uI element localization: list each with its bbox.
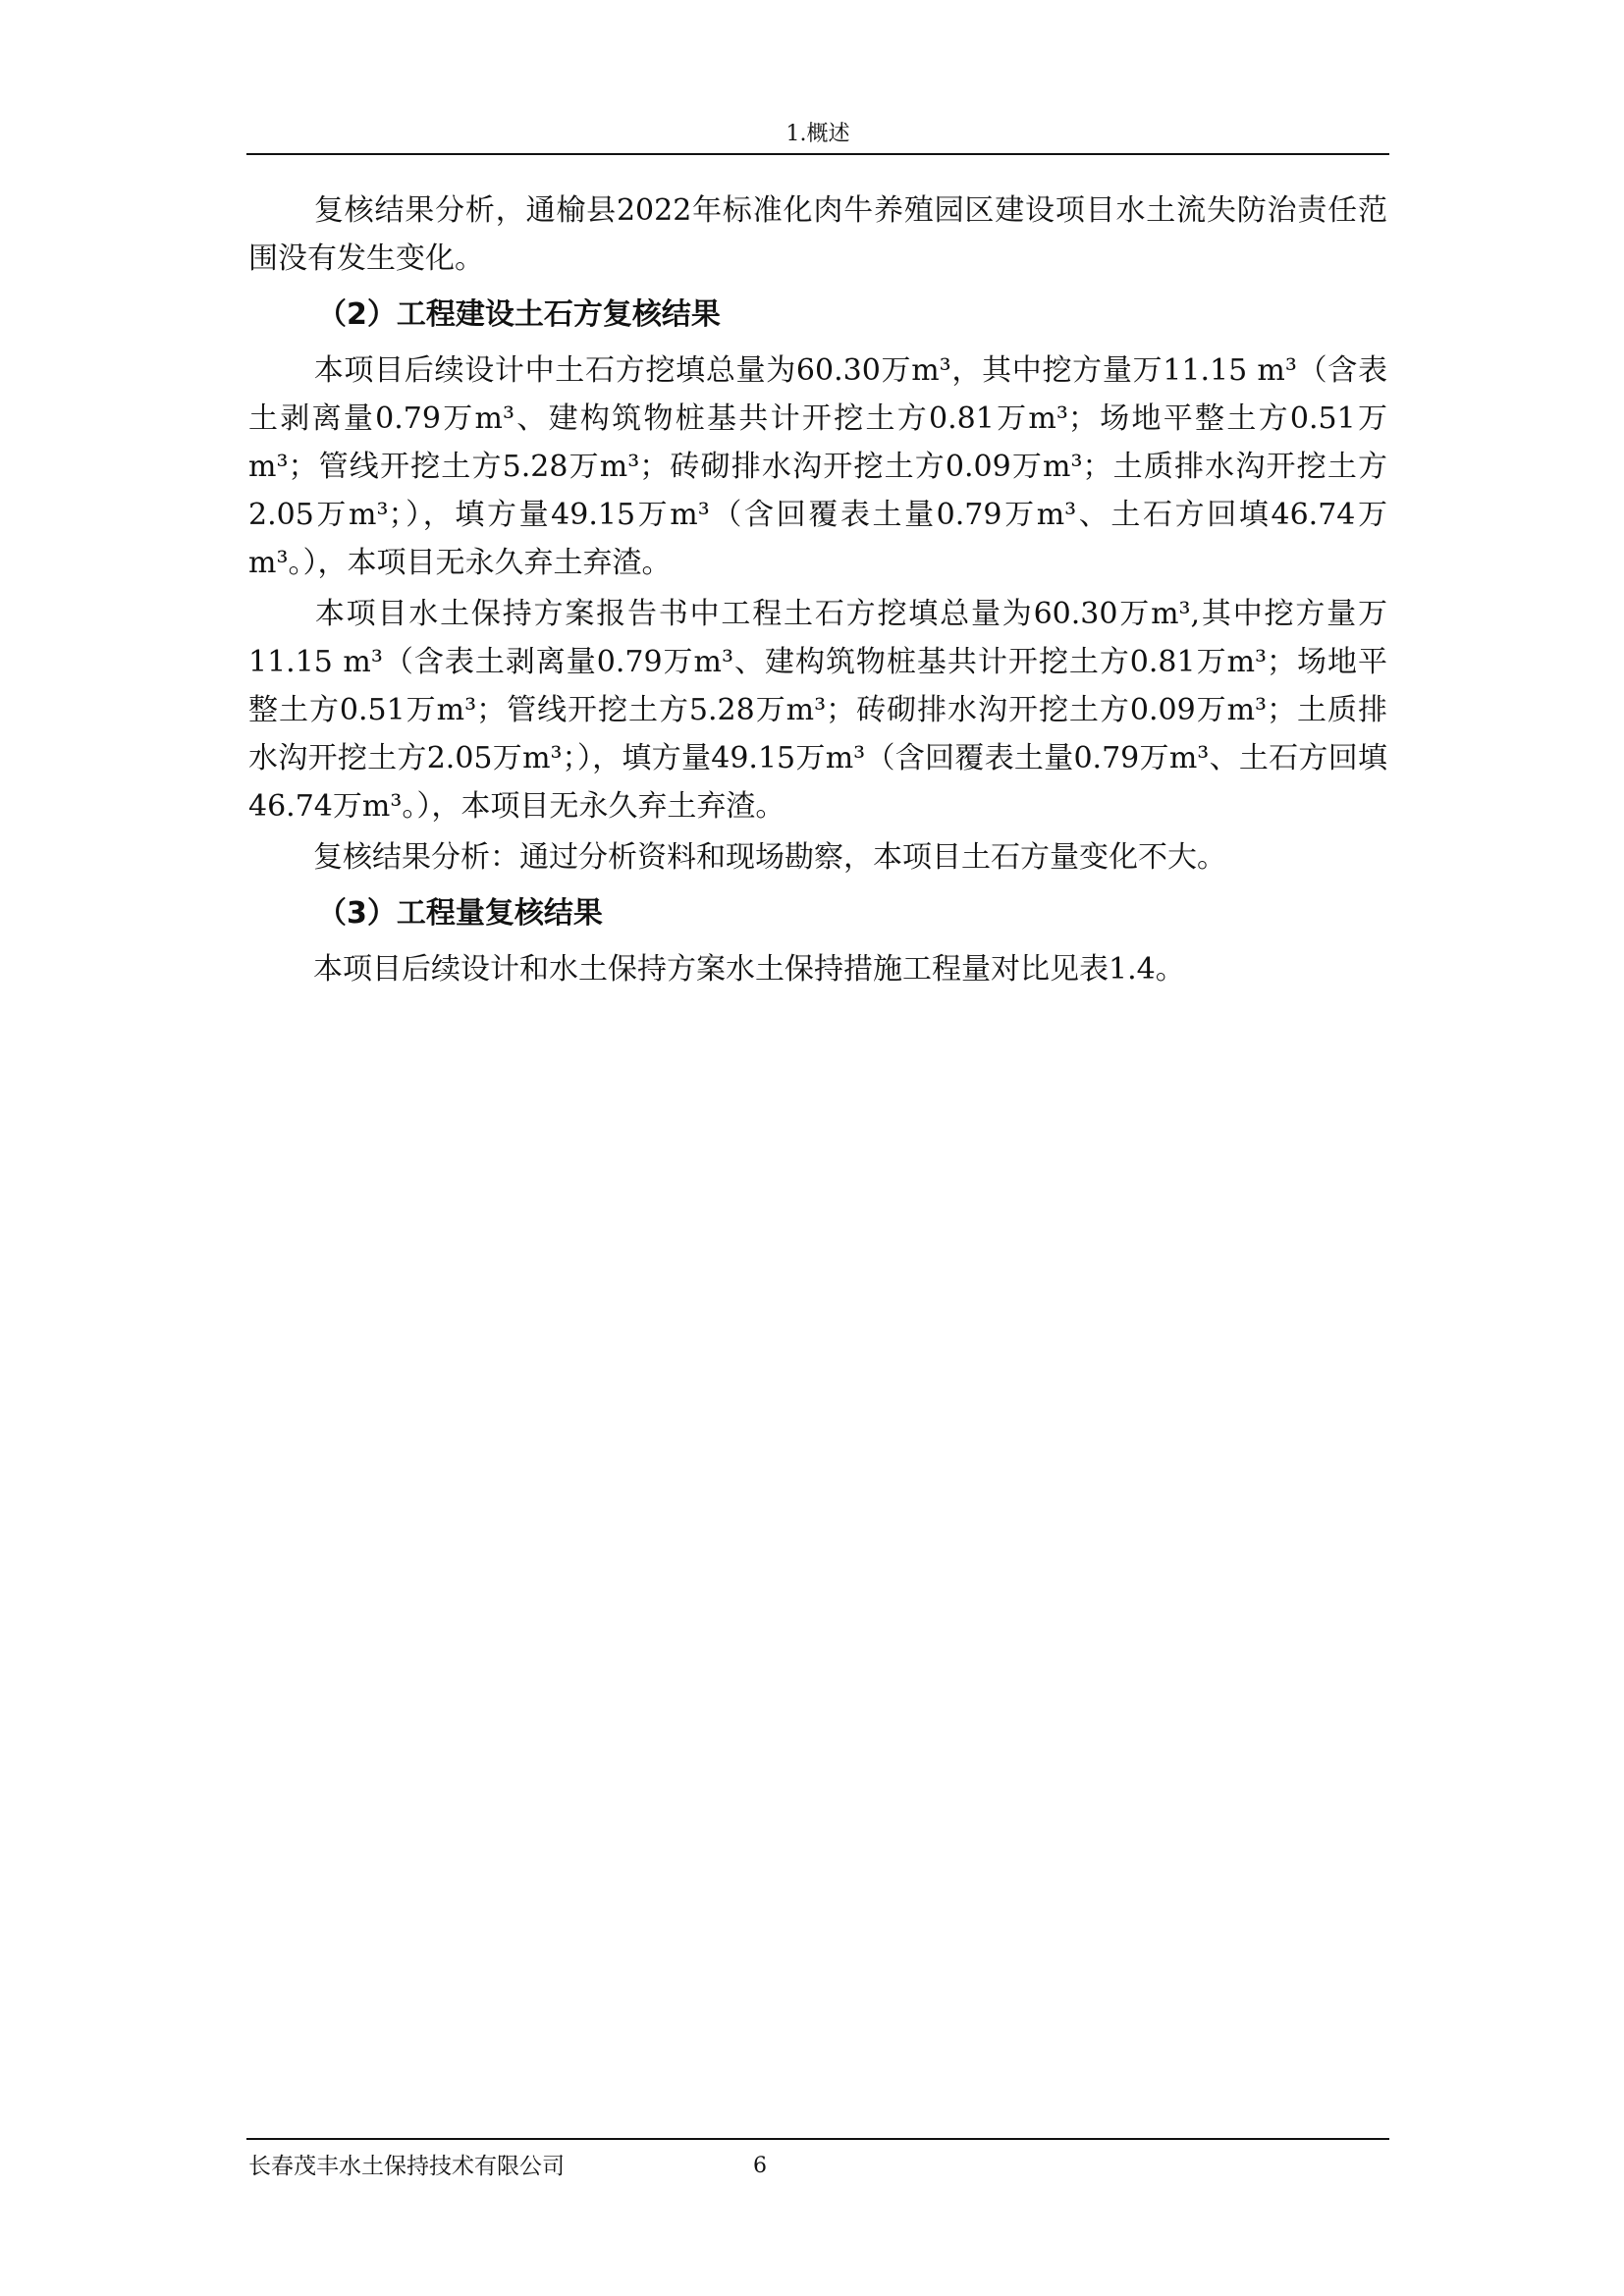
footer-rule (246, 2138, 1389, 2140)
paragraph-quantities-comparison (248, 945, 1387, 993)
document-body (248, 187, 1387, 993)
page-number: 6 (753, 2154, 767, 2178)
paragraph-text: 本项目水土保持方案报告书中工程土石方挖填总量为60.30万m³,其中挖方量万11.15 m³（含表土剥离量0.79万m³、建构筑物桩基共计开挖土方0.81万m³；场地平整土方0.51万m³；管线开挖土方5.28万m³；砖砌排水沟开挖土方0.09万m³；土质排水沟开挖土方2.05万m³；），填方量49.15万m³（含回覆表土量0.79万m³、土石方回填46.74万m³。），本项目无永久弃土弃渣。 (248, 597, 1387, 824)
paragraph-plan-earthwork (248, 590, 1387, 830)
section-heading-quantities: （3）工程量复核结果 (317, 896, 603, 931)
paragraph-text: 复核结果分析，通榆县2022年标准化肉牛养殖园区建设项目水土流失防治责任范围没有发生变化。 (248, 193, 1387, 276)
paragraph-review-analysis-earthwork (248, 833, 1387, 881)
header-rule (246, 153, 1389, 155)
page-header-title: 1.概述 (785, 122, 850, 146)
section-heading-earthwork: （2）工程建设土石方复核结果 (317, 297, 721, 332)
paragraph-review-analysis-scope (248, 187, 1387, 283)
paragraph-design-earthwork (248, 347, 1387, 587)
paragraph-text: 本项目后续设计中土石方挖填总量为60.30万m³，其中挖方量万11.15 m³（含表土剥离量0.79万m³、建构筑物桩基共计开挖土方0.81万m³；场地平整土方0.51万m³；管线开挖土方5.28万m³；砖砌排水沟开挖土方0.09万m³；土质排水沟开挖土方2.05万m³；），填方量49.15万m³（含回覆表土量0.79万m³、土石方回填46.74万m³。），本项目无永久弃土弃渣。 (248, 353, 1387, 580)
paragraph-text: 本项目后续设计和水土保持方案水土保持措施工程量对比见表1.4。 (313, 952, 1185, 987)
footer-company-name: 长春茂丰水土保持技术有限公司 (248, 2154, 565, 2179)
paragraph-text: 复核结果分析：通过分析资料和现场勘察，本项目土石方量变化不大。 (313, 840, 1226, 875)
